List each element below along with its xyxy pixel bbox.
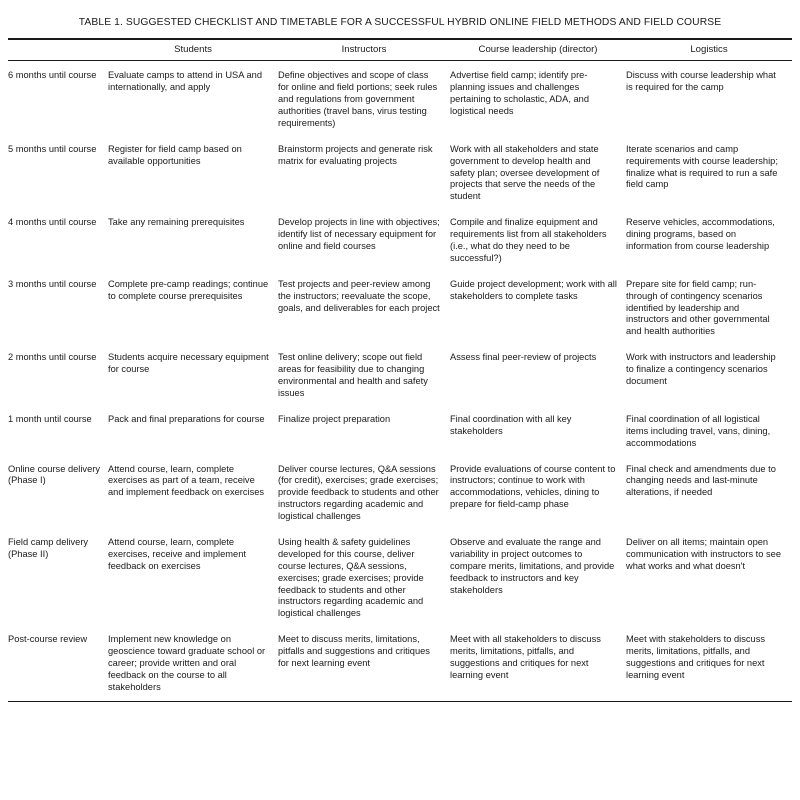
- table-body: [8, 61, 792, 701]
- table-caption: TABLE 1. SUGGESTED CHECKLIST AND TIMETABLE FOR A SUCCESSFUL HYBRID ONLINE FIELD METHODS AND FIELD COURSE: [78, 17, 722, 28]
- column-header-course-leadership: Course leadership (director): [450, 40, 626, 61]
- cell-logistics: Discuss with course leadership what is required for the camp: [626, 70, 776, 93]
- cell-leadership: Compile and finalize equipment and requirements list from all stakeholders (i.e., what do they need to be successful?): [450, 217, 607, 263]
- cell-period: 4 months until course: [8, 217, 97, 228]
- cell-logistics: Final coordination of all logistical items including travel, vans, dining, accommodations: [626, 413, 771, 448]
- cell-period: Post-course review: [8, 634, 88, 645]
- cell-leadership: Final coordination with all key stakeholders: [450, 413, 572, 436]
- cell-logistics: Deliver on all items; maintain open communication with instructors to see what works and what doesn't: [626, 536, 782, 571]
- cell-instructors: Develop projects in line with objectives; identify list of necessary equipment for online and field courses: [278, 217, 440, 252]
- cell-students: Pack and final preparations for course: [108, 413, 265, 424]
- table-header: [8, 39, 792, 61]
- cell-period: 3 months until course: [8, 278, 97, 289]
- cell-period: 2 months until course: [8, 352, 97, 363]
- cell-leadership: Assess final peer-review of projects: [450, 352, 597, 363]
- cell-period: Online course delivery (Phase I): [8, 463, 100, 486]
- table-row: [8, 407, 792, 457]
- cell-logistics: Final check and amendments due to changing needs and last-minute alterations, if needed: [626, 463, 776, 498]
- cell-instructors: Brainstorm projects and generate risk matrix for evaluating projects: [278, 143, 433, 166]
- column-header-students: Students: [108, 40, 278, 61]
- cell-logistics: Prepare site for field camp; run-through of contingency scenarios identified by leadership and instructors and other governmental and health authorities: [626, 278, 770, 337]
- cell-logistics: Meet with stakeholders to discuss merits, limitations, pitfalls, and suggestions and critiques for next learning event: [626, 634, 765, 680]
- table-row: [8, 457, 792, 530]
- cell-leadership: Work with all stakeholders and state government to develop health and safety plan; oversee development of projects that serve the needs of the student: [450, 143, 600, 202]
- column-header-logistics: Logistics: [626, 40, 792, 61]
- table-row: [8, 61, 792, 137]
- table-row: [8, 627, 792, 701]
- cell-logistics: Iterate scenarios and camp requirements with course leadership; finalize what is required to run a safe field camp: [626, 143, 778, 190]
- cell-leadership: Guide project development; work with all stakeholders to complete tasks: [450, 278, 617, 301]
- cell-period: 1 month until course: [8, 413, 92, 424]
- bottom-rule: [8, 701, 792, 702]
- cell-leadership: Meet with all stakeholders to discuss merits, limitations, pitfalls, and suggestions and critiques for next learning event: [450, 634, 601, 680]
- checklist-table: [8, 38, 792, 701]
- cell-students: Register for field camp based on available opportunities: [108, 143, 242, 166]
- cell-students: Take any remaining prerequisites: [108, 217, 245, 228]
- cell-students: Attend course, learn, complete exercises, receive and implement feedback on exercises: [108, 536, 246, 571]
- cell-instructors: Meet to discuss merits, limitations, pitfalls and suggestions and critiques for next learning event: [278, 634, 430, 668]
- cell-logistics: Work with instructors and leadership to finalize a contingency scenarios document: [626, 352, 776, 387]
- cell-students: Attend course, learn, complete exercises as part of a team, receive and implement feedback on exercises: [108, 463, 265, 498]
- table-row: [8, 530, 792, 627]
- cell-instructors: Test online delivery; scope out field areas for feasibility due to changing environmental and health and safety issues: [278, 352, 428, 398]
- cell-instructors: Using health & safety guidelines developed for this course, deliver course lectures, Q&A sessions, exercises; grade exercises; provide feedback to students and other instructors regarding academic and logistical challenges: [278, 536, 424, 619]
- column-header-row: [8, 40, 792, 61]
- cell-period: 6 months until course: [8, 70, 97, 81]
- cell-students: Evaluate camps to attend in USA and internationally, and apply: [108, 70, 263, 93]
- cell-students: Students acquire necessary equipment for course: [108, 352, 269, 375]
- table-footer: [8, 701, 792, 702]
- cell-students: Implement new knowledge on geoscience toward graduate school or career; provide written and oral feedback on the course to all stakeholders: [108, 634, 266, 692]
- cell-period: Field camp delivery (Phase II): [8, 536, 89, 559]
- table-row: [8, 272, 792, 345]
- column-header-instructors: Instructors: [278, 40, 450, 61]
- column-header-period: [8, 40, 108, 61]
- cell-leadership: Observe and evaluate the range and variability in project outcomes to compare merits, limitations, and provide feedback to instructors and key stakeholders: [450, 536, 615, 595]
- cell-leadership: Provide evaluations of course content to instructors; continue to work with accommodations, vehicles, dining to prepare for field-camp phase: [450, 463, 616, 510]
- cell-instructors: Finalize project preparation: [278, 413, 391, 424]
- cell-instructors: Test projects and peer-review among the instructors; reevaluate the scope, goals, and deliverables for each project: [278, 278, 440, 313]
- table-row: [8, 345, 792, 407]
- table-row: [8, 210, 792, 272]
- cell-instructors: Define objectives and scope of class for online and field portions; seek rules and regulations from government authorities (travel bans, virus testing requirements): [278, 70, 438, 128]
- cell-leadership: Advertise field camp; identify pre-planning issues and challenges pertaining to scholastic, ADA, and logistical needs: [450, 70, 590, 117]
- table-row: [8, 137, 792, 210]
- cell-students: Complete pre-camp readings; continue to complete course prerequisites: [108, 278, 269, 301]
- cell-logistics: Reserve vehicles, accommodations, dining programs, based on information from course leadership: [626, 217, 775, 252]
- cell-instructors: Deliver course lectures, Q&A sessions (for credit), exercises; grade exercises; provide feedback to students and other instructors regarding academic and logistical challenges: [278, 463, 439, 522]
- cell-period: 5 months until course: [8, 143, 97, 154]
